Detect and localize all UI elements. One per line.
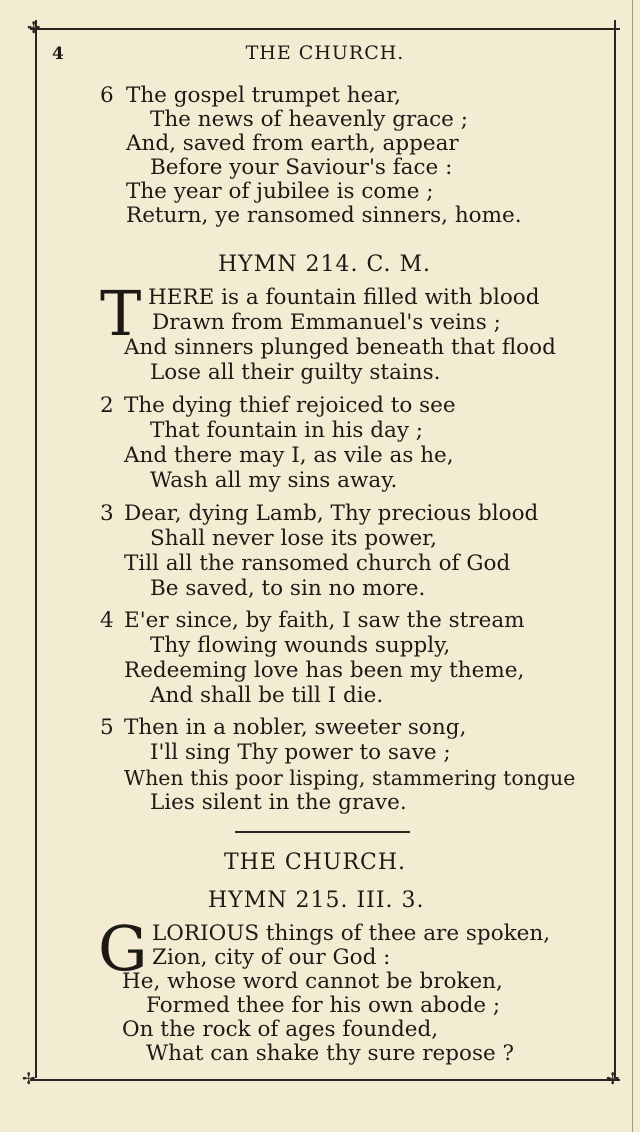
corner-ornament-icon: ✢ xyxy=(27,18,41,37)
verse-number: 5 xyxy=(100,715,114,740)
hymn-line: The year of jubilee is come ; xyxy=(126,179,434,204)
hymn-line: The gospel trumpet hear, xyxy=(126,83,401,108)
hymn-heading: HYMN 215. III. 3. xyxy=(208,888,425,913)
verse-number: 3 xyxy=(100,501,114,526)
hymn-line: Redeeming love has been my theme, xyxy=(124,658,525,683)
verse-number: 4 xyxy=(100,608,114,633)
left-border-rule xyxy=(35,20,37,1078)
hymn-line: Till all the ransomed church of God xyxy=(124,551,511,576)
hymn-line: He, whose word cannot be broken, xyxy=(122,969,503,994)
hymn-line: Dear, dying Lamb, Thy precious blood xyxy=(124,501,539,526)
hymn-line: And sinners plunged beneath that flood xyxy=(124,335,556,360)
drop-cap: T xyxy=(100,277,142,350)
page-number: 4 xyxy=(52,44,64,64)
hymn-line: I'll sing Thy power to save ; xyxy=(150,740,451,765)
hymn-line: Shall never lose its power, xyxy=(150,526,437,551)
verse-number: 2 xyxy=(100,393,114,418)
hymn-line: HERE is a fountain filled with blood xyxy=(148,285,540,310)
hymn-line: The news of heavenly grace ; xyxy=(150,107,468,132)
hymn-line: E'er since, by faith, I saw the stream xyxy=(124,608,525,633)
hymn-line: Lose all their guilty stains. xyxy=(150,360,441,385)
hymn-line: Wash all my sins away. xyxy=(150,468,398,493)
hymn-line: And there may I, as vile as he, xyxy=(124,443,454,468)
bottom-border-rule xyxy=(30,1079,620,1081)
hymn-heading: HYMN 214. C. M. xyxy=(218,252,432,277)
right-border-rule xyxy=(614,20,616,1078)
hymn-line: Be saved, to sin no more. xyxy=(150,576,426,601)
verse-number: 6 xyxy=(100,83,114,108)
corner-ornament-icon: ✢ xyxy=(606,1069,620,1088)
hymn-line: Return, ye ransomed sinners, home. xyxy=(126,203,522,228)
hymn-line: Drawn from Emmanuel's veins ; xyxy=(152,310,501,335)
running-head: THE CHURCH. xyxy=(245,42,405,64)
top-border-rule xyxy=(30,28,620,30)
hymn-line: Before your Saviour's face : xyxy=(150,155,453,180)
hymn-line: Then in a nobler, sweeter song, xyxy=(124,715,467,740)
section-divider xyxy=(235,831,410,833)
hymn-line: And, saved from earth, appear xyxy=(126,131,459,156)
hymn-line: When this poor lisping, stammering tongue xyxy=(124,766,576,790)
section-title: THE CHURCH. xyxy=(224,850,407,875)
hymn-line: And shall be till I die. xyxy=(150,683,384,708)
hymn-line: The dying thief rejoiced to see xyxy=(124,393,456,418)
hymn-line: On the rock of ages founded, xyxy=(122,1017,439,1042)
page-edge-rule xyxy=(632,0,633,1132)
hymn-line: LORIOUS things of thee are spoken, xyxy=(152,921,551,946)
hymn-line: Zion, city of our God : xyxy=(152,945,391,970)
corner-ornament-icon: ✢ xyxy=(22,1069,36,1088)
hymn-line: That fountain in his day ; xyxy=(150,418,424,443)
hymn-line: What can shake thy sure repose ? xyxy=(146,1041,515,1066)
hymn-line: Thy flowing wounds supply, xyxy=(150,633,451,658)
drop-cap: G xyxy=(98,912,148,985)
hymn-line: Lies silent in the grave. xyxy=(150,790,407,815)
hymn-line: Formed thee for his own abode ; xyxy=(146,993,501,1018)
